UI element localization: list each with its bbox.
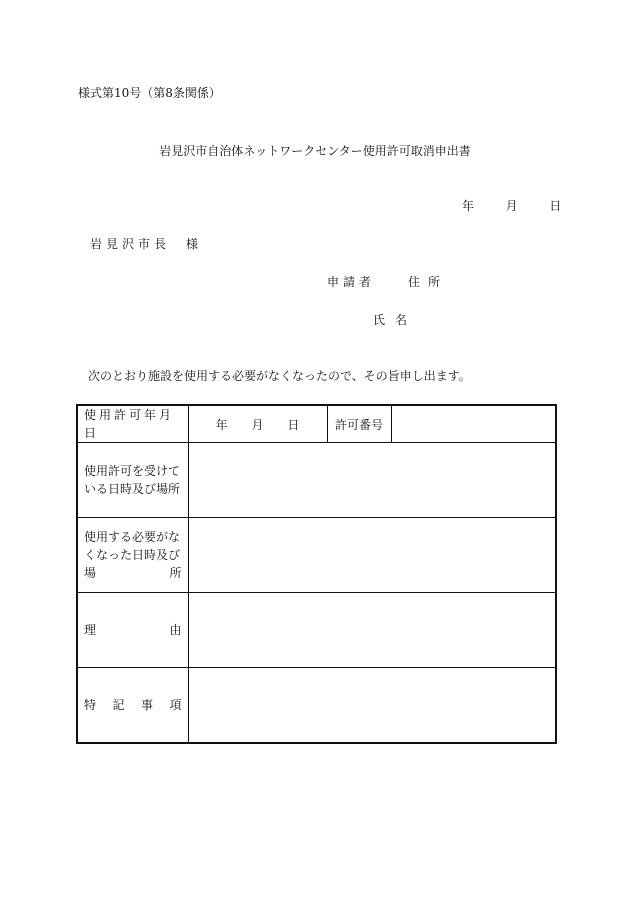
- special-notes-label: [77, 668, 188, 744]
- permit-number-label: 許可番号: [327, 405, 391, 443]
- special-notes-char-4: 項: [169, 698, 182, 712]
- reason-label-a: 理: [84, 623, 97, 637]
- addressee: 岩見沢市長 様: [90, 237, 203, 251]
- permit-year-label: 年: [215, 417, 228, 432]
- reason-label-b: 由: [169, 623, 182, 637]
- table-row-unneeded-datetime-place: [77, 518, 556, 593]
- permitted-datetime-place-label: [77, 443, 188, 518]
- unneeded-datetime-place-field[interactable]: [188, 518, 556, 593]
- reason-field[interactable]: [188, 593, 556, 668]
- date-month-label: 月: [505, 199, 518, 213]
- permit-day-label: 日: [287, 417, 300, 432]
- cancellation-form-table: [76, 404, 557, 744]
- table-row-special-notes: [77, 668, 556, 744]
- form-number: 様式第10号（第8条関係）: [78, 86, 221, 100]
- special-notes-char-3: 事: [140, 698, 153, 712]
- special-notes-field[interactable]: [188, 668, 556, 744]
- unneeded-label-place-a: 場: [84, 566, 97, 580]
- permit-date-field[interactable]: [188, 405, 327, 443]
- name-label: 氏名: [373, 313, 418, 327]
- unneeded-label-line3: [84, 564, 182, 582]
- unneeded-label-line1: 使用する必要がな: [84, 530, 181, 544]
- submission-date-line: [462, 197, 561, 214]
- table-row-reason: [77, 593, 556, 668]
- special-notes-char-2: 記: [112, 698, 125, 712]
- permitted-datetime-place-field[interactable]: [188, 443, 556, 518]
- permitted-label-line1: 使用許可を受けて: [84, 464, 181, 478]
- permit-month-label: 月: [251, 417, 264, 432]
- permitted-label-line2: いる日時及び場所: [84, 482, 181, 496]
- reason-label: [77, 593, 188, 668]
- date-day-label: 日: [549, 199, 562, 213]
- address-label: 住所: [408, 275, 449, 289]
- statement-text: 次のとおり施設を使用する必要がなくなったので、その旨申し出ます。: [88, 369, 471, 383]
- permit-date-label: 使用許可年月日: [77, 405, 188, 443]
- table-row-permit-date: [77, 405, 556, 443]
- date-year-label: 年: [462, 199, 475, 213]
- unneeded-datetime-place-label: [77, 518, 188, 593]
- unneeded-label-place-b: 所: [169, 566, 182, 580]
- special-notes-char-1: 特: [84, 698, 97, 712]
- document-title: 岩見沢市自治体ネットワークセンター使用許可取消申出書: [159, 144, 471, 158]
- permit-number-field[interactable]: [391, 405, 556, 443]
- table-row-permitted-datetime-place: [77, 443, 556, 518]
- applicant-label: 申請者: [327, 275, 376, 289]
- unneeded-label-line2: くなった日時及び: [84, 548, 181, 562]
